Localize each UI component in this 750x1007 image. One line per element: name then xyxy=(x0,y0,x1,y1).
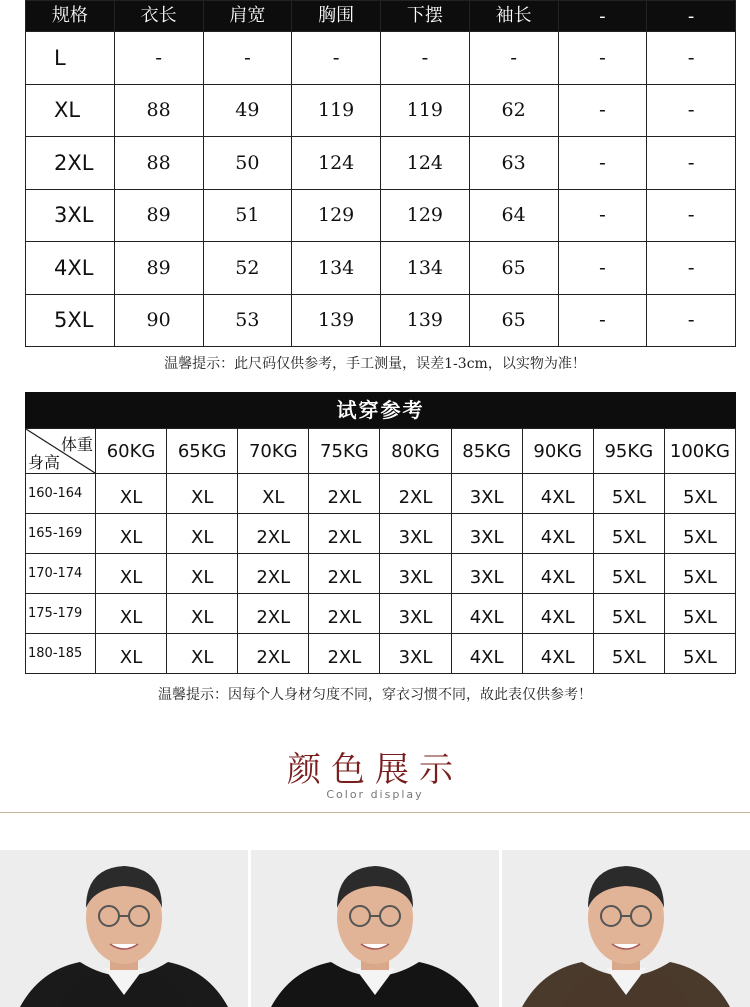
header-hem: 下摆 xyxy=(381,1,470,32)
height-label: 身高 xyxy=(28,453,61,472)
header-shoulder: 肩宽 xyxy=(203,1,292,32)
weight-header: 65KG xyxy=(167,429,238,474)
empty-value: - xyxy=(558,32,647,85)
measurement-value: 88 xyxy=(114,84,203,137)
recommended-size: 3XL xyxy=(380,634,451,674)
measurement-value: 124 xyxy=(381,137,470,190)
size-row xyxy=(26,84,736,137)
recommended-size: XL xyxy=(96,594,167,634)
tryon-title: 试穿参考 xyxy=(25,392,736,428)
empty-value: - xyxy=(558,242,647,295)
size-row xyxy=(26,294,736,347)
recommended-size: XL xyxy=(167,514,238,554)
size-label: L xyxy=(26,32,115,85)
empty-value: - xyxy=(292,32,381,85)
measurement-value: 63 xyxy=(469,137,558,190)
measurement-value: 89 xyxy=(114,189,203,242)
size-table-body xyxy=(26,32,736,347)
empty-value: - xyxy=(558,137,647,190)
measurement-value: 90 xyxy=(114,294,203,347)
divider xyxy=(0,812,750,813)
measurement-value: 134 xyxy=(292,242,381,295)
measurement-value: 134 xyxy=(381,242,470,295)
size-label: XL xyxy=(26,84,115,137)
recommended-size: 5XL xyxy=(664,554,735,594)
recommended-size: 2XL xyxy=(380,474,451,514)
weight-label: 体重 xyxy=(60,435,93,454)
recommended-size: 3XL xyxy=(380,594,451,634)
tryon-note: 温馨提示：因每个人身材匀度不同，穿衣习惯不同，故此表仅供参考！ xyxy=(158,687,592,703)
measurement-value: 65 xyxy=(469,294,558,347)
height-range: 175-179 xyxy=(26,594,96,634)
empty-value: - xyxy=(114,32,203,85)
weight-header: 70KG xyxy=(238,429,309,474)
measurement-value: 139 xyxy=(381,294,470,347)
size-table xyxy=(25,0,736,347)
size-label: 5XL xyxy=(26,294,115,347)
empty-value: - xyxy=(647,32,736,85)
recommended-size: 5XL xyxy=(593,474,664,514)
weight-header: 80KG xyxy=(380,429,451,474)
measurement-value: 50 xyxy=(203,137,292,190)
recommended-size: 5XL xyxy=(593,594,664,634)
measurement-value: 119 xyxy=(381,84,470,137)
measurement-value: 51 xyxy=(203,189,292,242)
height-range: 160-164 xyxy=(26,474,96,514)
header-empty: - xyxy=(558,1,647,32)
recommended-size: XL xyxy=(167,634,238,674)
model-photo-3 xyxy=(502,850,750,1007)
measurement-value: 89 xyxy=(114,242,203,295)
measurement-value: 124 xyxy=(292,137,381,190)
recommended-size: 5XL xyxy=(664,594,735,634)
measurement-value: 65 xyxy=(469,242,558,295)
recommended-size: 4XL xyxy=(522,554,593,594)
measurement-value: 49 xyxy=(203,84,292,137)
header-sleeve: 袖长 xyxy=(469,1,558,32)
model-photo-brown-fur xyxy=(502,850,750,1007)
height-range: 165-169 xyxy=(26,514,96,554)
weight-header: 85KG xyxy=(451,429,522,474)
weight-header: 75KG xyxy=(309,429,380,474)
recommended-size: 5XL xyxy=(593,554,664,594)
recommended-size: 4XL xyxy=(522,474,593,514)
size-table-header xyxy=(26,1,736,32)
recommended-size: 2XL xyxy=(309,634,380,674)
recommended-size: XL xyxy=(167,554,238,594)
measurement-value: 139 xyxy=(292,294,381,347)
recommended-size: 2XL xyxy=(309,474,380,514)
tryon-header xyxy=(26,429,736,474)
header-spec: 规格 xyxy=(26,1,115,32)
recommended-size: 2XL xyxy=(238,514,309,554)
header-length: 衣长 xyxy=(114,1,203,32)
model-photo-2 xyxy=(251,850,499,1007)
measurement-value: 53 xyxy=(203,294,292,347)
measurement-value: 119 xyxy=(292,84,381,137)
recommended-size: 3XL xyxy=(451,554,522,594)
header-empty: - xyxy=(647,1,736,32)
tryon-row xyxy=(26,594,736,634)
measurement-value: 129 xyxy=(292,189,381,242)
size-row xyxy=(26,189,736,242)
recommended-size: 4XL xyxy=(451,634,522,674)
size-row xyxy=(26,242,736,295)
model-photo-black-fur xyxy=(0,850,248,1007)
measurement-value: 88 xyxy=(114,137,203,190)
weight-header: 100KG xyxy=(664,429,735,474)
recommended-size: 5XL xyxy=(664,634,735,674)
recommended-size: 3XL xyxy=(380,514,451,554)
tryon-table-body xyxy=(26,474,736,674)
recommended-size: 2XL xyxy=(309,554,380,594)
recommended-size: XL xyxy=(96,634,167,674)
recommended-size: 2XL xyxy=(309,514,380,554)
header-chest: 胸围 xyxy=(292,1,381,32)
empty-value: - xyxy=(558,294,647,347)
color-display-title: 颜色展示 xyxy=(287,750,463,790)
recommended-size: 4XL xyxy=(522,514,593,554)
empty-value: - xyxy=(203,32,292,85)
recommended-size: 4XL xyxy=(451,594,522,634)
size-label: 4XL xyxy=(26,242,115,295)
empty-value: - xyxy=(647,242,736,295)
recommended-size: 5XL xyxy=(664,474,735,514)
recommended-size: 5XL xyxy=(593,634,664,674)
size-row xyxy=(26,32,736,85)
empty-value: - xyxy=(558,189,647,242)
tryon-section xyxy=(25,392,736,674)
tryon-row xyxy=(26,474,736,514)
weight-header: 95KG xyxy=(593,429,664,474)
empty-value: - xyxy=(558,84,647,137)
recommended-size: XL xyxy=(167,474,238,514)
measurement-value: 62 xyxy=(469,84,558,137)
recommended-size: XL xyxy=(167,594,238,634)
measurement-value: 64 xyxy=(469,189,558,242)
recommended-size: 5XL xyxy=(664,514,735,554)
recommended-size: XL xyxy=(238,474,309,514)
empty-value: - xyxy=(647,294,736,347)
recommended-size: 4XL xyxy=(522,594,593,634)
size-row xyxy=(26,137,736,190)
corner-cell xyxy=(26,429,96,474)
recommended-size: 3XL xyxy=(451,474,522,514)
tryon-row xyxy=(26,634,736,674)
tryon-row xyxy=(26,554,736,594)
recommended-size: 5XL xyxy=(593,514,664,554)
recommended-size: 3XL xyxy=(451,514,522,554)
empty-value: - xyxy=(647,84,736,137)
measurement-value: 52 xyxy=(203,242,292,295)
model-photo-black-fur xyxy=(251,850,499,1007)
height-range: 180-185 xyxy=(26,634,96,674)
recommended-size: XL xyxy=(96,474,167,514)
tryon-row xyxy=(26,514,736,554)
recommended-size: 4XL xyxy=(522,634,593,674)
size-note: 温馨提示：此尺码仅供参考，手工测量，误差1-3cm，以实物为准！ xyxy=(164,356,586,372)
empty-value: - xyxy=(469,32,558,85)
recommended-size: 3XL xyxy=(380,554,451,594)
recommended-size: 2XL xyxy=(238,594,309,634)
tryon-table xyxy=(25,428,736,674)
size-label: 3XL xyxy=(26,189,115,242)
height-range: 170-174 xyxy=(26,554,96,594)
empty-value: - xyxy=(647,189,736,242)
size-label: 2XL xyxy=(26,137,115,190)
recommended-size: 2XL xyxy=(309,594,380,634)
empty-value: - xyxy=(647,137,736,190)
measurement-value: 129 xyxy=(381,189,470,242)
model-photo-1 xyxy=(0,850,248,1007)
weight-header: 90KG xyxy=(522,429,593,474)
weight-header: 60KG xyxy=(96,429,167,474)
color-display-subtitle: Color display xyxy=(326,788,424,801)
recommended-size: XL xyxy=(96,514,167,554)
recommended-size: XL xyxy=(96,554,167,594)
recommended-size: 2XL xyxy=(238,634,309,674)
recommended-size: 2XL xyxy=(238,554,309,594)
empty-value: - xyxy=(381,32,470,85)
